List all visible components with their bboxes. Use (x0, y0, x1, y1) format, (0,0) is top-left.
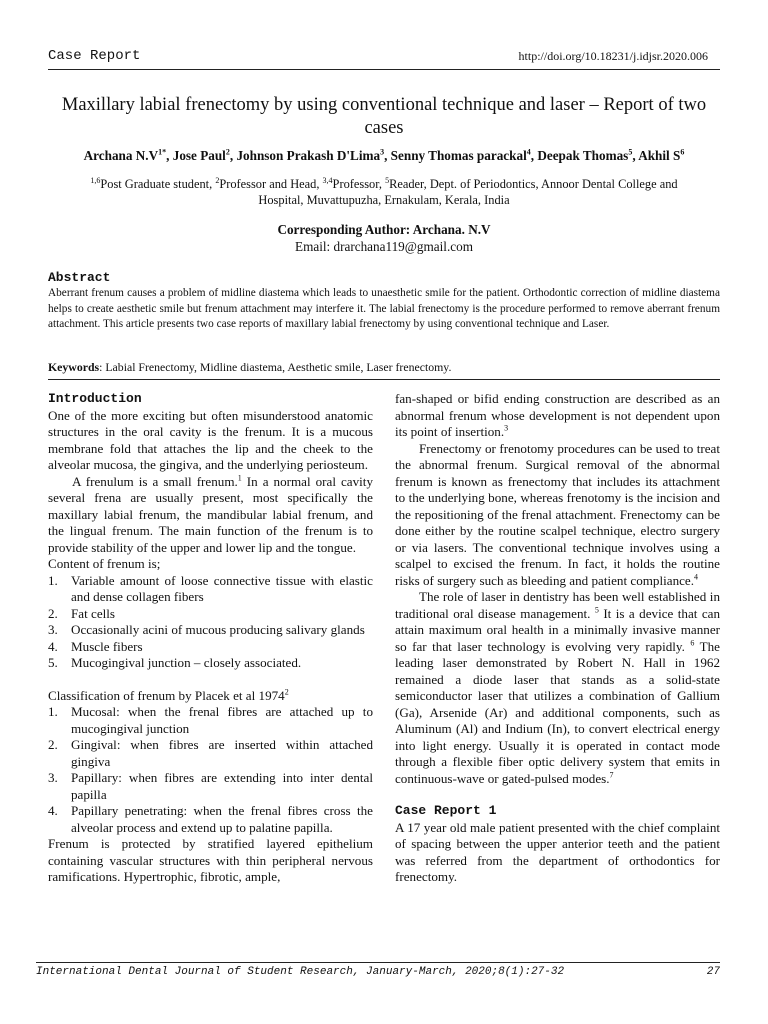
classification-list (48, 704, 373, 836)
author-sup: 5 (628, 147, 633, 157)
list-item (48, 737, 373, 770)
list-text: Occasionally acini of mucous producing salivary glands (71, 622, 365, 637)
content-list (48, 573, 373, 672)
doi-link[interactable]: http://doi.org/10.18231/j.idjsr.2020.006 (518, 49, 708, 63)
text-run: It is a device that can attain maximum oral health in a minimally invasive manner so far that laser technology is evolving very rapidly. (395, 605, 721, 654)
right-column (395, 391, 720, 886)
affil-text: Post Graduate student, (100, 177, 216, 191)
list-text: Mucogingival junction – closely associated. (71, 655, 302, 670)
list-item (48, 622, 373, 639)
affiliations (80, 176, 688, 208)
abstract-heading: Abstract (48, 270, 111, 285)
intro-paragraph: One of the more exciting but often misunderstood anatomic structures in the oral cavity is the frenum. It is a mucous membrane fold that attaches the lip and the cheek to the alveolar mucosa, the gingiva, and the underlying periosteum. (48, 407, 373, 472)
case-paragraph: A 17 year old male patient presented with the chief complaint of spacing between the upper anterior teeth and the patient was referred from the department of orthodontics for frenectomy. (395, 819, 720, 884)
spacer (395, 787, 720, 803)
author-sup: 2 (225, 147, 230, 157)
affil-sup: 1,6 (90, 175, 101, 185)
list-text: Mucosal: when the frenal fibres are attached up to mucogingival junction (71, 704, 373, 736)
affil-sup: 5 (385, 175, 390, 185)
case-report-heading: Case Report 1 (395, 803, 497, 818)
text-run: A frenulum is a small frenum. (72, 473, 238, 489)
list-number: 3. (48, 622, 58, 637)
list-item (48, 573, 373, 606)
citation-ref: 3 (504, 423, 509, 433)
list-number: 4. (48, 638, 58, 654)
author-sup: 4 (526, 147, 531, 157)
text-run: In a normal oral cavity several frena are usually present, most specifically the maxillary labial frenum, the mandibular labial frenum, and the lingual frenum. The main function of the frenum is to provide stability of the upper and lower lip and the tongue. (48, 473, 373, 555)
left-column (48, 391, 373, 886)
citation-ref: 1 (237, 473, 242, 483)
author-name: Senny Thomas parackal (390, 148, 527, 163)
affil-text: Professor and Head, (219, 177, 323, 191)
list-text: Gingival: when fibres are inserted within attached gingiva (71, 737, 373, 769)
text-run: Classification of frenum by Placek et al 1974 (48, 687, 285, 703)
journal-citation: International Dental Journal of Student Research, January-March, 2020;8(1):27-32 (36, 966, 565, 978)
intro-paragraph: Frenum is protected by stratified layered epithelium containing vascular structures with thin peripheral nervous ramifications. Hypertrophic, fibrotic, ample, (48, 836, 373, 884)
abstract-block (48, 270, 720, 333)
citation-ref: 5 (594, 605, 599, 615)
keywords-rule (48, 379, 720, 380)
classification-intro (48, 688, 373, 705)
affil-sup: 3,4 (322, 175, 333, 185)
list-item (48, 655, 373, 672)
body-paragraph (395, 391, 720, 441)
citation-ref: 4 (694, 572, 699, 582)
text-run: The leading laser demonstrated by Robert N. Hall in 1962 remained a diode laser that stands as a solid-state semiconductor laser that utilizes a combination of Gallium (Ga), Arsenide (Ar) and additional components, such as Aluminum (Al) and Indium (In), to convert electrical energy into light energy. Usually it is operated in contact mode through a flexible fiber optic delivery system that emits in continuous-wave or gated-pulsed modes. (395, 638, 720, 786)
body-paragraph (395, 589, 720, 787)
list-item (48, 704, 373, 737)
keywords (48, 360, 720, 375)
list-text: Muscle fibers (71, 638, 143, 654)
author-name: Deepak Thomas (537, 148, 629, 163)
text-run: fan-shaped or bifid ending construction are described as an abnormal frenum whose development is not dependent upon its point of insertion. (395, 391, 720, 439)
list-number: 1. (48, 572, 58, 588)
author-sup: 1* (158, 147, 167, 157)
affil-text: Reader, Dept. of Periodontics, Annoor Dental College and Hospital, Muvattupuzha, Ernakulam, Kerala, India (258, 177, 678, 207)
citation-ref: 6 (690, 638, 695, 648)
author-sup: 3 (380, 147, 385, 157)
header-rule (48, 69, 720, 70)
author-name: Akhil S (638, 148, 681, 163)
body-paragraph (395, 441, 720, 590)
author-name: Archana N.V (83, 148, 159, 163)
author-name: Jose Paul (172, 148, 226, 163)
list-number: 5. (48, 655, 58, 670)
list-item (48, 639, 373, 656)
list-number: 4. (48, 803, 58, 818)
paper-title: Maxillary labial frenectomy by using conventional technique and laser – Report of two cases (61, 95, 707, 138)
list-number: 1. (48, 704, 58, 719)
corresponding-author-name: Corresponding Author: Archana. N.V (277, 222, 491, 237)
list-text: Variable amount of loose connective tissue with elastic and dense collagen fibers (71, 572, 373, 604)
intro-paragraph (48, 474, 373, 557)
citation-ref: 2 (284, 687, 289, 697)
affil-text: Professor, (332, 177, 386, 191)
spacer (48, 672, 373, 688)
text-run: Frenectomy or frenotomy procedures can be used to treat the abnormal frenum. Surgical removal of the abnormal frenum is known as frenectomy that includes its attachment to the underlying bone, whereas frenotomy is the incision and the repositioning of the frenal attachment. Frenectomy can be done either by the routine scalpel technique, electro surgery or via lasers. The conventional technique involves using a scalpel to excised the frenum. In fact, it holds the routine risks of surgery such as bleeding and patient compliance. (395, 440, 720, 588)
citation-ref: 7 (609, 770, 614, 780)
list-number: 3. (48, 770, 58, 785)
list-item (48, 803, 373, 836)
introduction-heading: Introduction (48, 391, 142, 406)
list-item (48, 606, 373, 623)
running-head-section: Case Report (48, 48, 141, 64)
author-sup: 6 (680, 147, 685, 157)
corresponding-email[interactable]: Email: drarchana119@gmail.com (295, 239, 473, 254)
author-name: Johnson Prakash D'Lima (236, 148, 381, 163)
content-intro: Content of frenum is; (48, 556, 161, 571)
list-text: Papillary: when fibres are extending into inter dental papilla (71, 770, 373, 802)
text-run: The role of laser in dentistry has been well established in traditional oral disease management. (395, 589, 720, 621)
list-item (48, 770, 373, 803)
keywords-label: Keywords (48, 360, 100, 374)
list-number: 2. (48, 605, 58, 621)
list-text: Papillary penetrating: when the frenal fibres cross the alveolar process and extend up to palatine papilla. (71, 803, 373, 835)
footer-rule (36, 962, 720, 963)
list-number: 2. (48, 737, 58, 752)
author-list: Archana $N.V^{1*}$, Jose Paul$^2$, Johnson Prakash D'Lima$^3$, Senny Thomas parackal$^4$, Deepak Thomas$^5$, Akhil $S^6$ (83, 147, 685, 163)
keywords-text: : Labial Frenectomy, Midline diastema, Aesthetic smile, Laser frenectomy. (99, 360, 452, 374)
corresponding-author (48, 221, 720, 255)
abstract-text: Aberrant frenum causes a problem of midline diastema which leads to unaesthetic smile for the patient. Orthodontic correction of midline diastema helps to create aesthetic smile but frenum attachment may interfere it. The labial frenectomy is the procedure performed to remove aberrant frenum attachment. This article presents two case reports of maxillary labial frenectomy by using conventional technique and Laser. (48, 287, 720, 330)
list-text: Fat cells (71, 605, 115, 621)
affil-sup: 2 (215, 175, 220, 185)
page-number: 27 (706, 966, 720, 978)
